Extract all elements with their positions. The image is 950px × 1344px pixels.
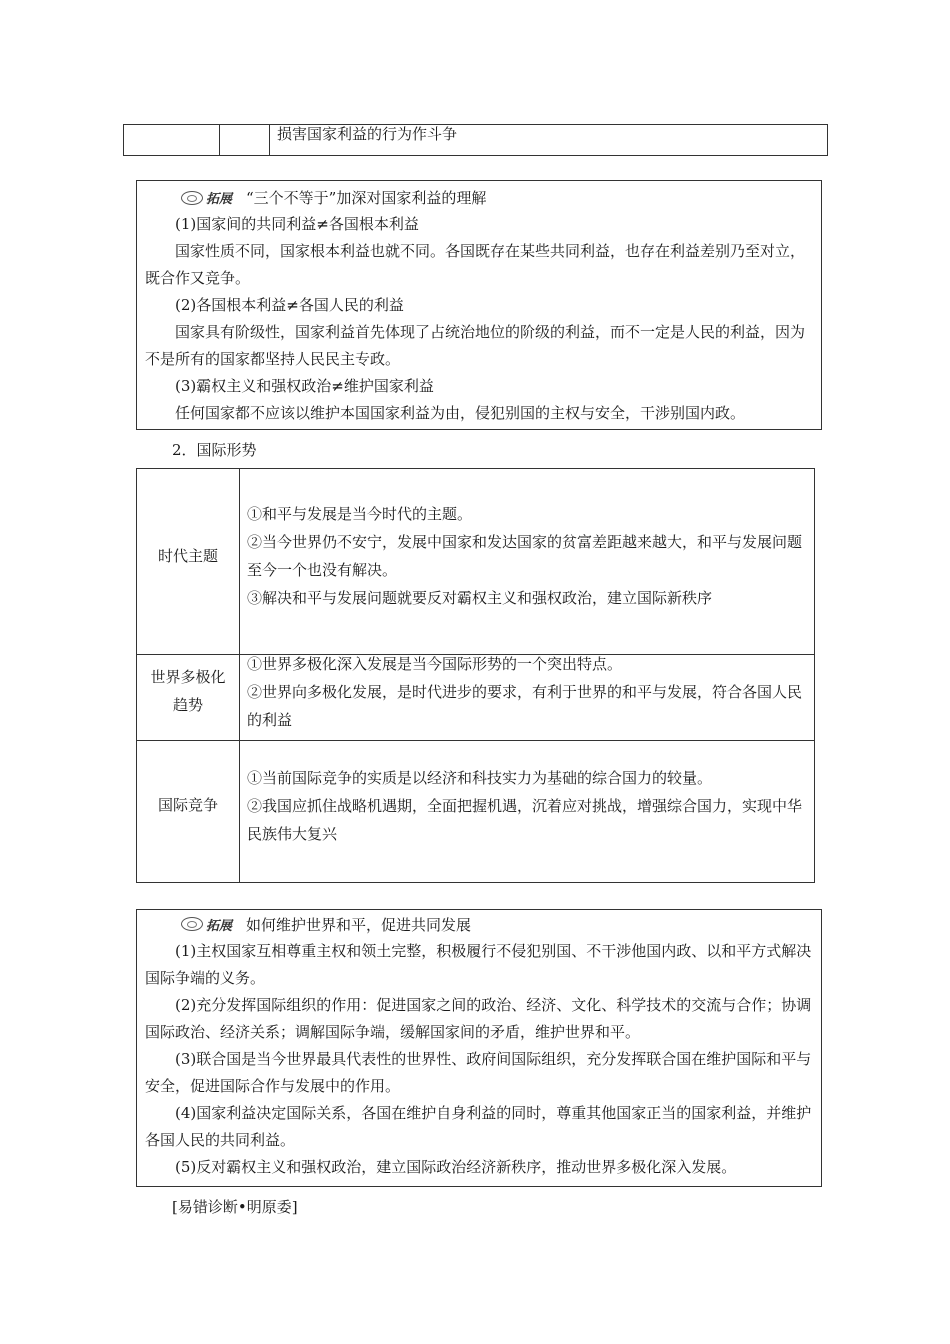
list-item: ③解决和平与发展问题就要反对霸权主义和强权政治，建立国际新秩序 [247, 589, 713, 607]
table-row-content [247, 500, 809, 612]
expand-badge [181, 915, 232, 934]
table-row-content [247, 650, 809, 734]
expand-icon [181, 917, 203, 931]
table-row-content [247, 764, 809, 848]
table-row-label: 世界多极化趋势 [150, 668, 226, 714]
paragraph: 任何国家都不应该以维护本国国家利益为由，侵犯别国的主权与安全，干涉别国内政。 [175, 404, 746, 422]
paragraph: (3)霸权主义和强权政治≠维护国家利益 [175, 377, 434, 395]
table-row-label: 国际竞争 [157, 796, 218, 814]
expand-box-national-interest [136, 180, 822, 430]
section-label: [易错诊断•明原委] [172, 1198, 298, 1216]
table-divider [239, 469, 240, 882]
expand-box-header [145, 184, 813, 211]
list-item: ①世界多极化深入发展是当今国际形势的一个突出特点。 [247, 655, 623, 673]
paragraph: 国家具有阶级性，国家利益首先体现了占统治地位的阶级的利益，而不一定是人民的利益，因为不是所有的国家都坚持人民民主专政。 [145, 323, 806, 368]
expand-box-title: “三个不等于”加深对国家利益的理解 [246, 189, 487, 207]
expand-box-title: 如何维护世界和平，促进共同发展 [246, 915, 472, 934]
paragraph: (1)主权国家互相尊重主权和领土完整，积极履行不侵犯别国、不干涉他国内政、以和平方式解决国际争端的义务。 [145, 942, 812, 987]
list-item: ②当今世界仍不安宁，发展中国家和发达国家的贫富差距越来越大，和平与发展问题至今一个也没有解决。 [247, 533, 803, 579]
table-divider [137, 740, 814, 741]
table-divider [219, 125, 220, 155]
list-item: ①和平与发展是当今时代的主题。 [247, 505, 473, 523]
list-item: ②世界向多极化发展，是时代进步的要求，有利于世界的和平与发展，符合各国人民的利益 [247, 683, 803, 729]
continuation-table [123, 124, 828, 156]
paragraph: 国家性质不同，国家根本利益也就不同。各国既存在某些共同利益，也存在利益差别乃至对立，既合作又竞争。 [145, 242, 806, 287]
expand-badge-label: 拓展 [206, 192, 233, 207]
section-title: 2．国际形势 [172, 441, 257, 459]
table-cell-text: 损害国家利益的行为作斗争 [277, 125, 458, 143]
expand-icon [181, 191, 203, 205]
expand-box-world-peace [136, 909, 822, 1187]
international-situation-table [136, 468, 815, 883]
expand-badge [181, 188, 232, 207]
table-divider [269, 125, 270, 155]
paragraph: (4)国家利益决定国际关系，各国在维护自身利益的同时，尊重其他国家正当的国家利益，并维护各国人民的共同利益。 [145, 1104, 812, 1149]
paragraph: (2)各国根本利益≠各国人民的利益 [175, 296, 404, 314]
paragraph: (2)充分发挥国际组织的作用：促进国家之间的政治、经济、文化、科学技术的交流与合作；协调国际政治、经济关系；调解国际争端，缓解国家间的矛盾，维护世界和平。 [145, 996, 812, 1041]
paragraph: (5)反对霸权主义和强权政治，建立国际政治经济新秩序，推动世界多极化深入发展。 [175, 1158, 737, 1176]
paragraph: (1)国家间的共同利益≠各国根本利益 [175, 215, 419, 233]
list-item: ②我国应抓住战略机遇期，全面把握机遇，沉着应对挑战，增强综合国力，实现中华民族伟大复兴 [247, 797, 803, 843]
table-row-label: 时代主题 [157, 547, 218, 565]
paragraph: (3)联合国是当今世界最具代表性的世界性、政府间国际组织，充分发挥联合国在维护国际和平与安全，促进国际合作与发展中的作用。 [145, 1050, 812, 1095]
expand-box-header [145, 910, 813, 938]
list-item: ①当前国际竞争的实质是以经济和科技实力为基础的综合国力的较量。 [247, 769, 713, 787]
expand-badge-label: 拓展 [206, 918, 233, 934]
